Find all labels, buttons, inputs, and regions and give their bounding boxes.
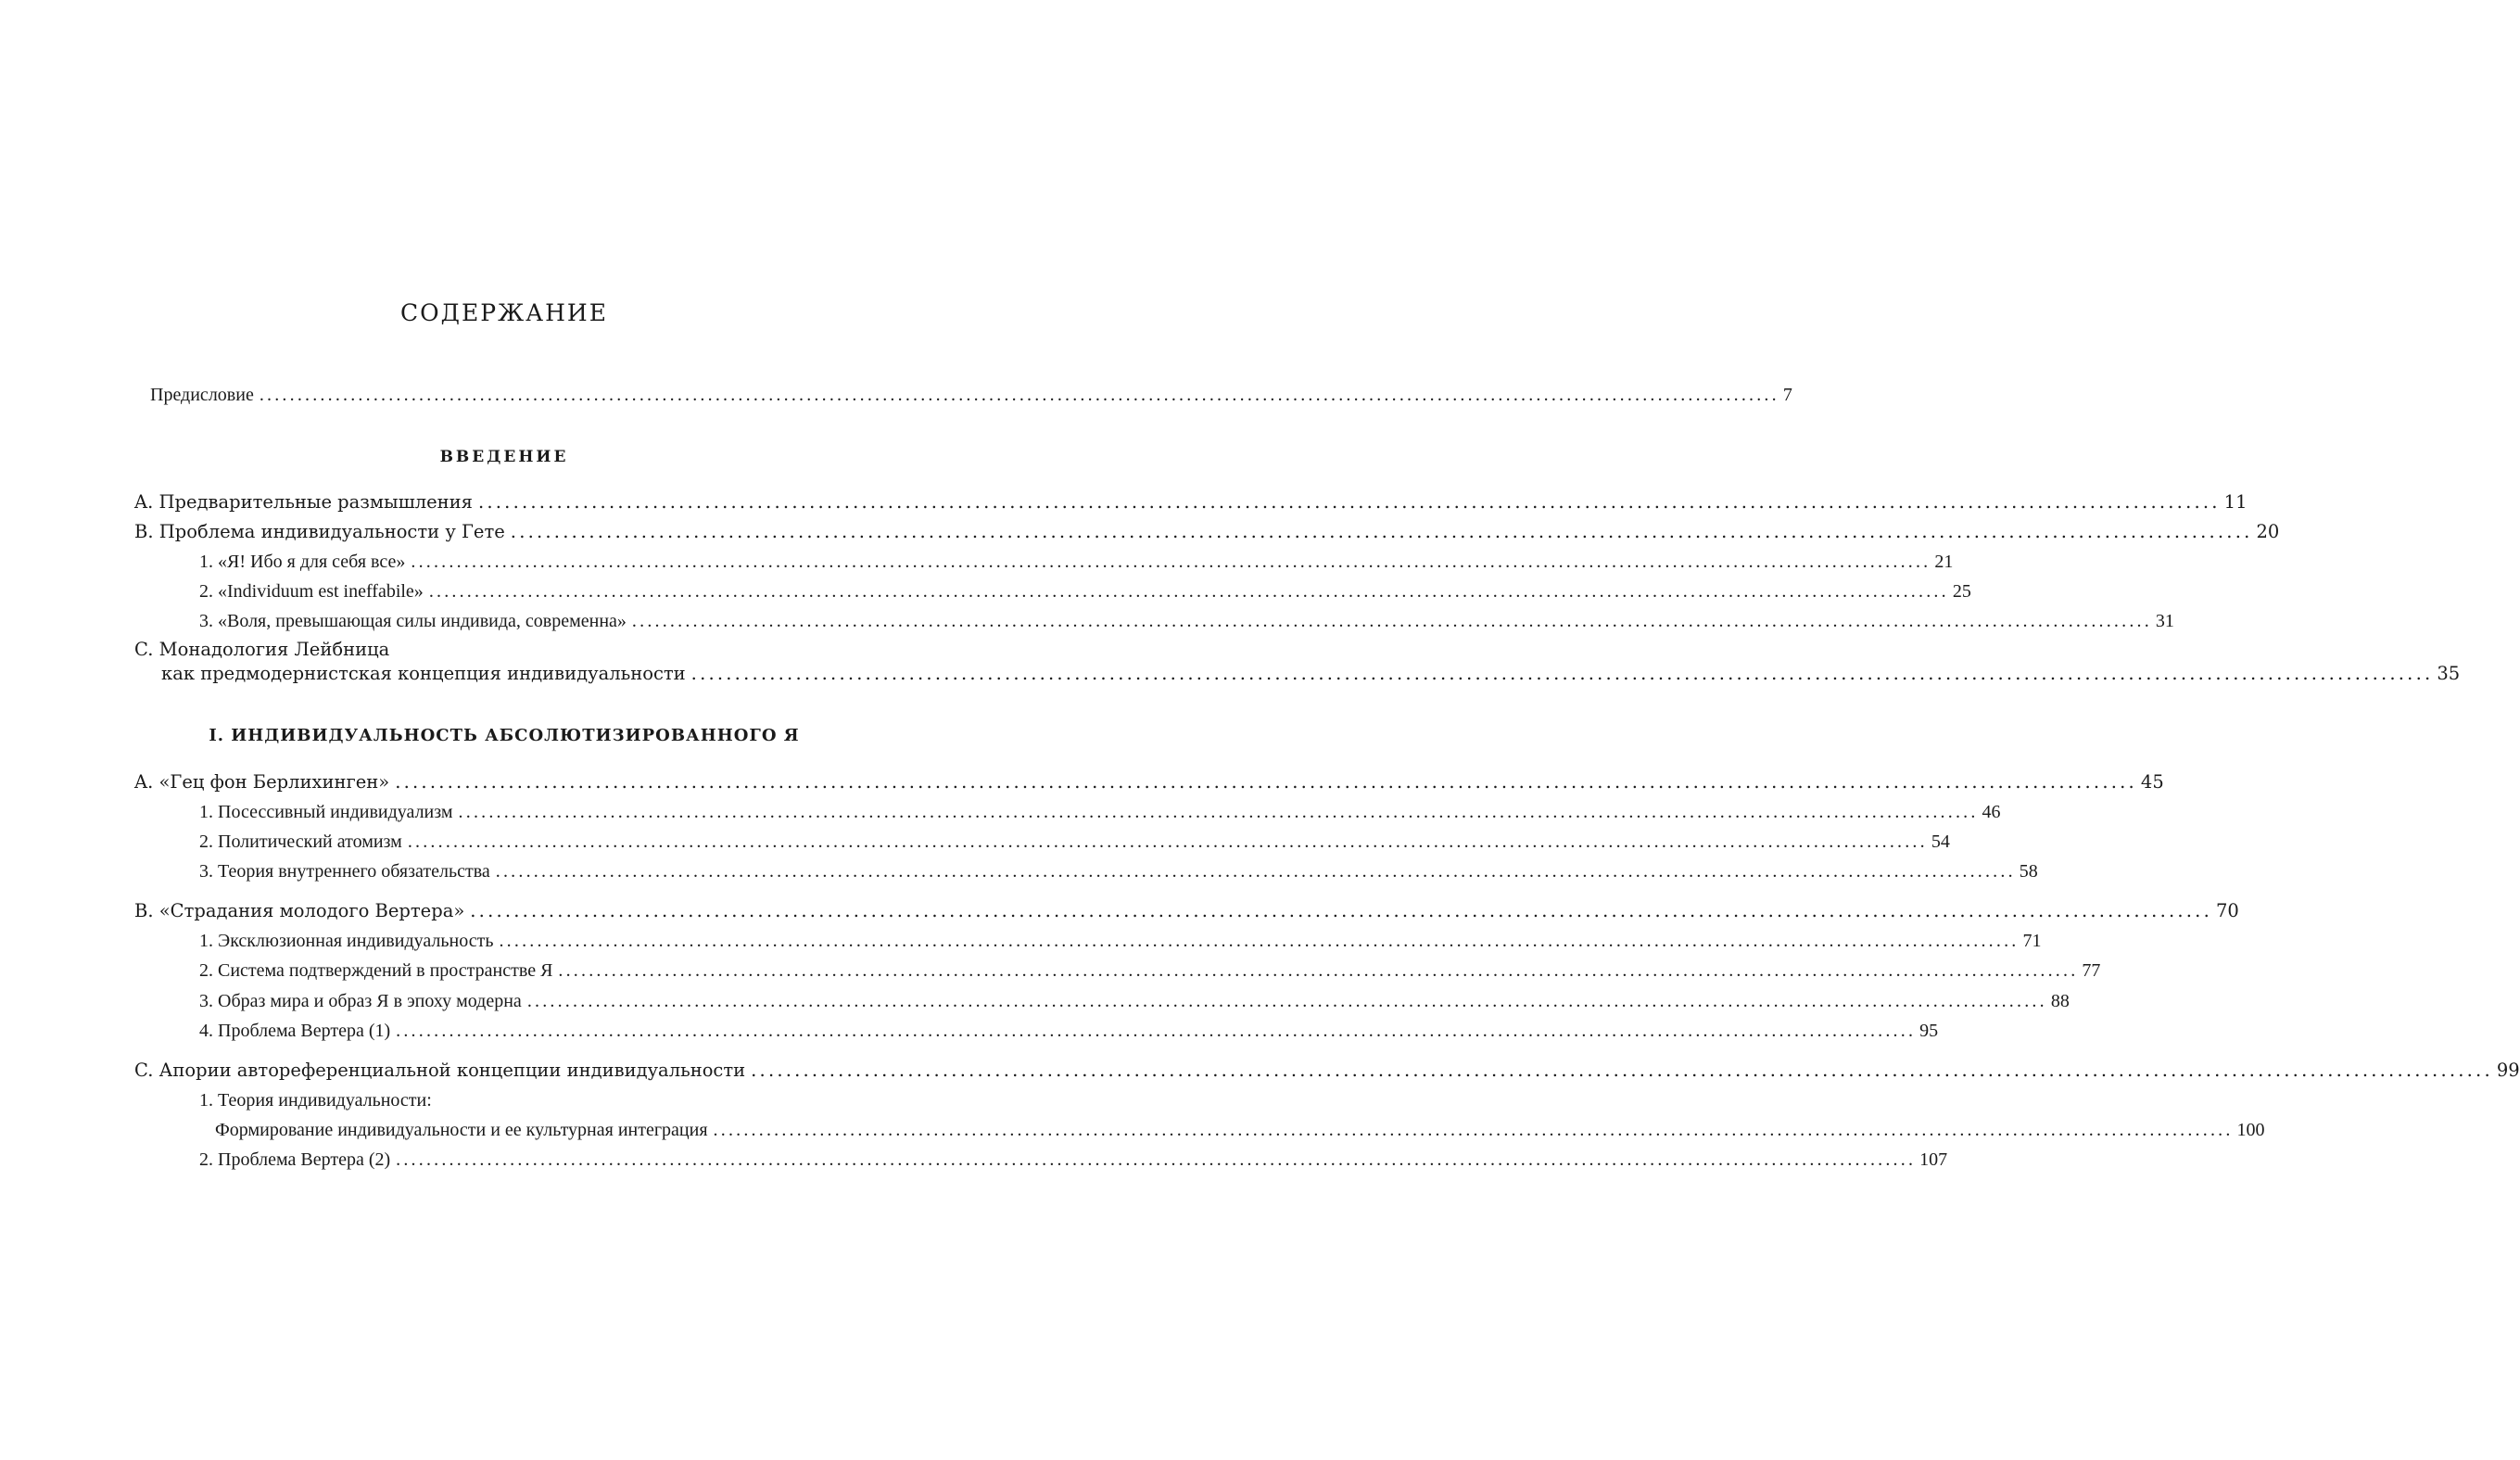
toc-entry-label: 3. Образ мира и образ Я в эпоху модерна	[199, 991, 522, 1011]
toc-entry-label: 2. Политический атомизм	[199, 832, 402, 852]
toc-entry-label: Предисловие	[150, 385, 254, 405]
toc-entry-part1-c1[interactable]	[215, 1116, 2265, 1144]
toc-page-number: 25	[1952, 581, 1971, 602]
dot-leader: ........................................................................................................................................................................................................	[396, 1149, 1917, 1170]
toc-entry-part1-a1[interactable]	[199, 798, 2001, 826]
toc-entry-part1-b[interactable]	[134, 897, 2239, 925]
dot-leader: ........................................................................................................................................................................................................	[495, 861, 2016, 882]
toc-entry-intro-b2[interactable]	[199, 578, 1971, 605]
dot-leader: ........................................................................................................................................................................................................	[526, 991, 2047, 1011]
toc-entry-part1-a2[interactable]	[199, 828, 1950, 856]
toc-page-number: 95	[1919, 1021, 1939, 1041]
toc-entry-intro-b3[interactable]	[199, 607, 2174, 635]
toc-page-number: 31	[2155, 611, 2174, 631]
toc-entry-part1-b1[interactable]	[199, 927, 2042, 955]
dot-leader: ........................................................................................................................................................................................................	[396, 1021, 1917, 1041]
dot-leader: ........................................................................................................................................................................................................	[499, 931, 2020, 951]
dot-leader: ........................................................................................................................................................................................................	[458, 802, 1979, 822]
toc-entry-intro-c[interactable]	[161, 660, 2461, 688]
toc-page-number: 88	[2050, 991, 2070, 1011]
toc-entry-label: 2. «Individuum est ineffabile»	[199, 581, 424, 602]
toc-entry-part1-b3[interactable]	[199, 987, 2070, 1015]
dot-leader: ........................................................................................................................................................................................................	[751, 1060, 2493, 1081]
dot-leader: ........................................................................................................................................................................................................	[395, 771, 2137, 793]
toc-entry-part1-c[interactable]	[134, 1057, 2520, 1085]
toc-page-number: 20	[2256, 521, 2280, 542]
toc-entry-label: A. «Гец фон Берлихинген»	[134, 771, 390, 793]
toc-page-number: 35	[2437, 663, 2461, 684]
dot-leader: ........................................................................................................................................................................................................	[477, 491, 2221, 513]
toc-page-number: 7	[1782, 385, 1792, 405]
dot-leader: ........................................................................................................................................................................................................	[428, 581, 1949, 602]
toc-page-number: 99	[2496, 1060, 2520, 1081]
toc-entry-part1-a3[interactable]	[199, 857, 2038, 885]
toc-entry-intro-b1[interactable]	[199, 548, 1954, 576]
toc-entry-label: 3. Теория внутреннего обязательства	[199, 861, 490, 882]
section-heading-introduction: ВВЕДЕНИЕ	[439, 448, 569, 466]
toc-entry-part1-b4[interactable]	[199, 1017, 1939, 1045]
dot-leader: ........................................................................................................................................................................................................	[558, 960, 2079, 981]
toc-page-number: 77	[2082, 960, 2101, 981]
toc-entry-label: Формирование индивидуальности и ее культурная интеграция	[215, 1120, 708, 1140]
dot-leader: ........................................................................................................................................................................................................	[713, 1120, 2234, 1140]
dot-leader: ........................................................................................................................................................................................................	[690, 663, 2434, 684]
toc-page-number: 100	[2236, 1120, 2265, 1140]
toc-entry-part1-c2[interactable]	[199, 1146, 1948, 1174]
dot-leader: ........................................................................................................................................................................................................	[411, 552, 1931, 572]
toc-entry-intro-c-line1[interactable]: C. Монадология Лейбница	[134, 639, 390, 660]
dot-leader: ........................................................................................................................................................................................................	[470, 900, 2212, 921]
toc-entry-label: B. Проблема индивидуальности у Гете	[134, 521, 505, 542]
dot-leader: ........................................................................................................................................................................................................	[510, 521, 2253, 542]
toc-page-number: 46	[1982, 802, 2001, 822]
toc-entry-label: 3. «Воля, превышающая силы индивида, современна»	[199, 611, 627, 631]
toc-entry-label: 2. Система подтверждений в пространстве Я	[199, 960, 553, 981]
toc-page-number: 107	[1919, 1149, 1948, 1170]
toc-page-number: 21	[1934, 552, 1954, 572]
toc-page-number: 70	[2215, 900, 2239, 921]
toc-entry-label: 4. Проблема Вертера (1)	[199, 1021, 391, 1041]
toc-entry-label: 2. Проблема Вертера (2)	[199, 1149, 391, 1170]
toc-page-number: 11	[2223, 491, 2248, 513]
toc-page-number: 58	[2019, 861, 2038, 882]
toc-entry-label: C. Апории автореференциальной концепции индивидуальности	[134, 1060, 746, 1081]
toc-entry-label: как предмодернистская концепция индивидуальности	[161, 663, 686, 684]
toc-entry-label: 1. «Я! Ибо я для себя все»	[199, 552, 406, 572]
toc-entry-part1-c1-line1[interactable]: 1. Теория индивидуальности:	[199, 1090, 432, 1111]
toc-page-number: 71	[2022, 931, 2042, 951]
toc-entry-label: B. «Страдания молодого Вертера»	[134, 900, 465, 921]
toc-entry-part1-b2[interactable]	[199, 957, 2101, 984]
toc-entry-label: 1. Посессивный индивидуализм	[199, 802, 453, 822]
toc-entry-label: A. Предварительные размышления	[134, 491, 473, 513]
toc-entry-intro-a[interactable]	[134, 489, 2248, 516]
toc-entry-intro-b[interactable]	[134, 518, 2280, 546]
toc-entry-label: 1. Эксклюзионная индивидуальность	[199, 931, 494, 951]
toc-page-number: 45	[2140, 771, 2164, 793]
toc-page-number: 54	[1931, 832, 1950, 852]
toc-entry-part1-a[interactable]	[134, 768, 2164, 796]
dot-leader: ........................................................................................................................................................................................................	[407, 832, 1928, 852]
dot-leader: ........................................................................................................................................................................................................	[259, 385, 1779, 405]
dot-leader: ........................................................................................................................................................................................................	[631, 611, 2152, 631]
toc-entry-preface[interactable]	[150, 381, 1792, 409]
section-heading-part1: I. ИНДИВИДУАЛЬНОСТЬ АБСОЛЮТИЗИРОВАННОГО Я	[209, 726, 800, 745]
page-title: СОДЕРЖАНИЕ	[400, 299, 608, 326]
